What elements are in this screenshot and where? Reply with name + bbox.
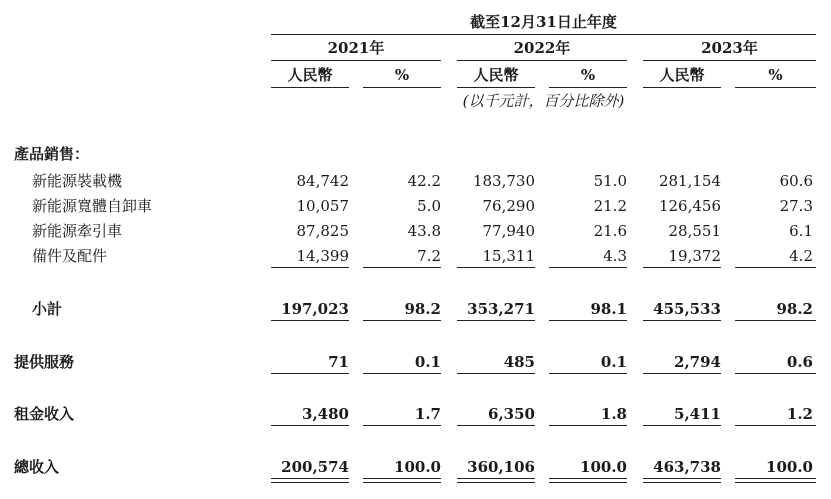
value-cell: 455,533 — [653, 300, 721, 318]
rule-a3 — [457, 320, 535, 321]
table-row-rental — [0, 405, 831, 423]
value-cell: 28,551 — [668, 222, 721, 240]
sub-underline-5 — [643, 87, 721, 88]
year-2023-underline — [643, 60, 816, 61]
table-row — [0, 172, 831, 190]
row-label: 新能源牽引車 — [32, 222, 123, 240]
value-cell: 76,290 — [482, 197, 535, 215]
value-cell: 7.2 — [417, 247, 441, 265]
row-label: 小計 — [32, 300, 63, 318]
total-rule-1b — [271, 482, 349, 483]
year-2022: 2022年 — [513, 39, 571, 57]
unit-note: (以千元計，百分比除外) — [462, 92, 625, 110]
subtotal-rule-2 — [363, 267, 441, 268]
value-cell: 98.2 — [404, 300, 441, 318]
value-cell: 197,023 — [281, 300, 349, 318]
sub-underline-1 — [271, 87, 349, 88]
table-row-total — [0, 458, 831, 476]
year-2022-underline — [457, 60, 627, 61]
currency-2023: 人民幣 — [659, 66, 705, 84]
value-cell: 200,574 — [281, 458, 349, 476]
value-cell: 98.1 — [590, 300, 627, 318]
table-row-subtotal — [0, 300, 831, 318]
sub-underline-6 — [735, 87, 816, 88]
value-cell: 21.6 — [593, 222, 627, 240]
rule-a1 — [271, 320, 349, 321]
rule-c1 — [271, 425, 349, 426]
value-cell: 183,730 — [472, 172, 535, 190]
rule-a4 — [549, 320, 627, 321]
row-label: 租金收入 — [14, 405, 75, 423]
row-label: 提供服務 — [14, 353, 75, 371]
value-cell: 360,106 — [467, 458, 535, 476]
value-cell: 71 — [328, 353, 349, 371]
rule-a2 — [363, 320, 441, 321]
value-cell: 100.0 — [580, 458, 627, 476]
value-cell: 6.1 — [789, 222, 813, 240]
rule-b6 — [735, 373, 816, 374]
value-cell: 21.2 — [593, 197, 627, 215]
rule-b4 — [549, 373, 627, 374]
value-cell: 87,825 — [296, 222, 349, 240]
total-rule-1a — [271, 478, 349, 479]
sub-underline-3 — [457, 87, 535, 88]
value-cell: 463,738 — [653, 458, 721, 476]
table-row — [0, 222, 831, 240]
period-title: 截至12月31日止年度 — [470, 13, 617, 31]
value-cell: 0.6 — [786, 353, 813, 371]
section-product-sales: 產品銷售： — [14, 145, 90, 163]
year-2021: 2021年 — [327, 39, 385, 57]
total-rule-6a — [735, 478, 816, 479]
year-2021-underline — [271, 60, 441, 61]
rule-c6 — [735, 425, 816, 426]
value-cell: 6,350 — [488, 405, 535, 423]
value-cell: 1.7 — [414, 405, 441, 423]
value-cell: 27.3 — [779, 197, 813, 215]
value-cell: 77,940 — [482, 222, 535, 240]
value-cell: 43.8 — [407, 222, 441, 240]
rule-b3 — [457, 373, 535, 374]
rule-a6 — [735, 320, 816, 321]
value-cell: 15,311 — [482, 247, 535, 265]
sub-underline-4 — [549, 87, 627, 88]
table-row — [0, 197, 831, 215]
total-rule-2a — [363, 478, 441, 479]
subtotal-rule-6 — [735, 267, 816, 268]
total-rule-3a — [457, 478, 535, 479]
rule-a5 — [643, 320, 721, 321]
value-cell: 126,456 — [658, 197, 721, 215]
year-2023: 2023年 — [701, 39, 758, 57]
value-cell: 0.1 — [414, 353, 441, 371]
currency-2022: 人民幣 — [473, 66, 519, 84]
value-cell: 2,794 — [674, 353, 721, 371]
value-cell: 3,480 — [302, 405, 349, 423]
rule-b2 — [363, 373, 441, 374]
percent-2023: % — [768, 66, 783, 84]
rule-b5 — [643, 373, 721, 374]
rule-b1 — [271, 373, 349, 374]
subtotal-rule-3 — [457, 267, 535, 268]
value-cell: 0.1 — [600, 353, 627, 371]
value-cell: 100.0 — [394, 458, 441, 476]
percent-2021: % — [394, 66, 410, 84]
table-row — [0, 247, 831, 265]
value-cell: 10,057 — [296, 197, 349, 215]
row-label: 新能源裝載機 — [32, 172, 123, 190]
rule-c4 — [549, 425, 627, 426]
total-rule-5a — [643, 478, 721, 479]
total-rule-2b — [363, 482, 441, 483]
row-label: 總收入 — [14, 458, 60, 476]
total-rule-3b — [457, 482, 535, 483]
value-cell: 42.2 — [407, 172, 441, 190]
value-cell: 5.0 — [417, 197, 441, 215]
total-rule-5b — [643, 482, 721, 483]
value-cell: 14,399 — [296, 247, 349, 265]
table-row-services — [0, 353, 831, 371]
rule-c5 — [643, 425, 721, 426]
percent-2022: % — [580, 66, 596, 84]
rule-c3 — [457, 425, 535, 426]
currency-2021: 人民幣 — [287, 66, 333, 84]
value-cell: 5,411 — [674, 405, 721, 423]
value-cell: 1.2 — [786, 405, 813, 423]
value-cell: 4.3 — [603, 247, 627, 265]
period-underline — [271, 34, 816, 35]
total-rule-4a — [549, 478, 627, 479]
value-cell: 51.0 — [593, 172, 627, 190]
rule-c2 — [363, 425, 441, 426]
subtotal-rule-1 — [271, 267, 349, 268]
total-rule-6b — [735, 482, 816, 483]
value-cell: 353,271 — [467, 300, 535, 318]
total-rule-4b — [549, 482, 627, 483]
value-cell: 485 — [503, 353, 535, 371]
value-cell: 1.8 — [600, 405, 627, 423]
row-label: 備件及配件 — [32, 247, 108, 265]
value-cell: 84,742 — [296, 172, 349, 190]
value-cell: 60.6 — [779, 172, 813, 190]
value-cell: 281,154 — [658, 172, 721, 190]
value-cell: 98.2 — [776, 300, 813, 318]
row-label: 新能源寬體自卸車 — [32, 197, 153, 215]
sub-underline-2 — [363, 87, 441, 88]
value-cell: 19,372 — [668, 247, 721, 265]
subtotal-rule-5 — [643, 267, 721, 268]
value-cell: 4.2 — [789, 247, 813, 265]
value-cell: 100.0 — [766, 458, 813, 476]
subtotal-rule-4 — [549, 267, 627, 268]
